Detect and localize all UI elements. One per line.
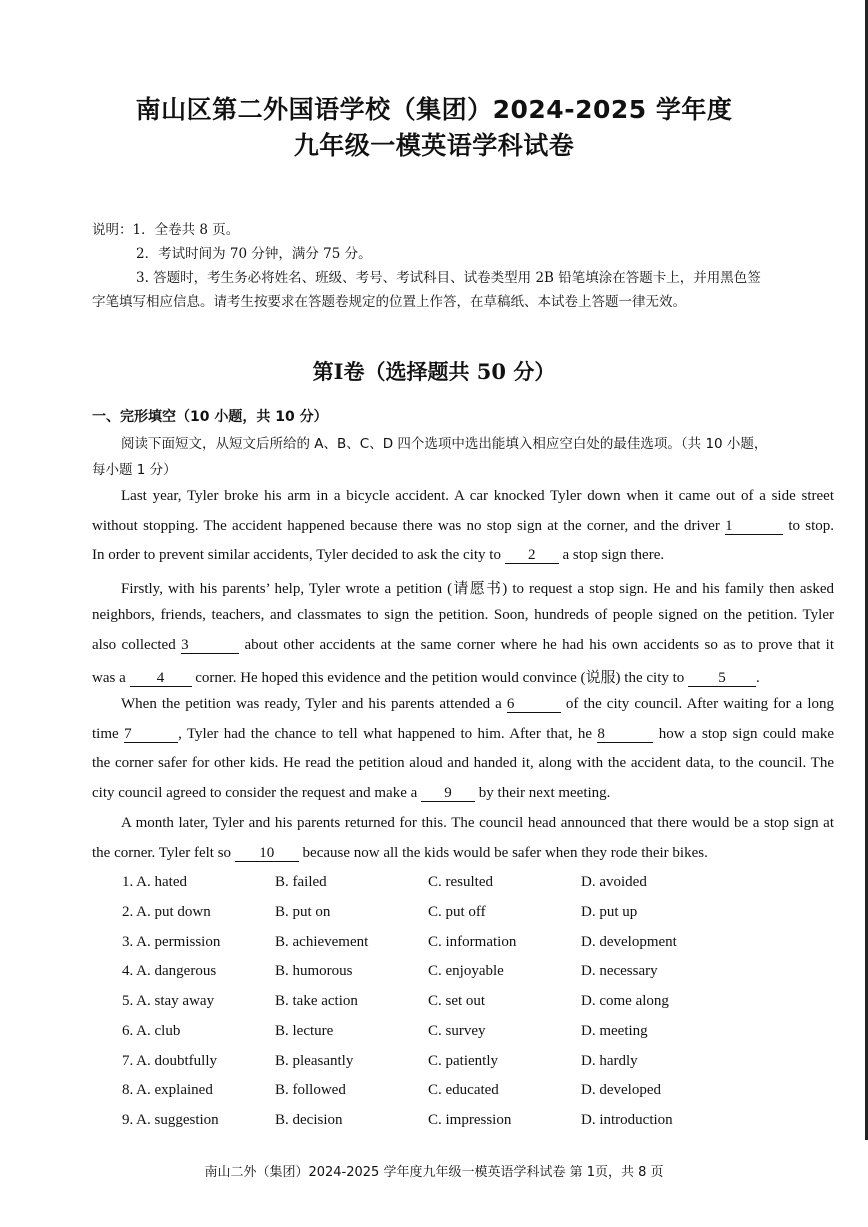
note-3: 3. 答题时，考生务必将姓名、班级、考号、考试科目、试卷类型用 2B 铅笔填涂在答题卡上，并用黑色签 [136,270,761,286]
blank-8: 8 [597,726,653,743]
part-title: 一、完形填空（10 小题，共 10 分） [92,409,328,425]
option-6c: C. survey [428,1023,486,1039]
option-9a: 9. A. suggestion [122,1112,219,1128]
passage-text: was a [92,670,126,686]
passage-line: the corner safer for other kids. He read the petition aloud and handed it, along with the accident data, to the council. The [92,755,834,771]
passage-line: A month later, Tyler and his parents returned for this. The council head announced that there would be a stop sign at [121,815,834,831]
passage-text: In order to prevent similar accidents, Tyler decided to ask the city to [92,547,501,563]
option-8a: 8. A. explained [122,1082,213,1098]
option-4c: C. enjoyable [428,963,504,979]
passage-line [92,547,834,564]
blank-6: 6 [507,696,561,713]
blank-3: 3 [181,637,239,654]
passage-line [92,726,834,743]
passage-text: to stop. [788,518,834,534]
page-footer: 南山二外（集团）2024-2025 学年度九年级一模英语学科试卷 第 1页，共 8 页 [204,1165,664,1180]
passage-text: about other accidents at the same corner where he had his own accidents so as to prove that it [244,637,835,653]
option-3d: D. development [581,934,677,950]
passage-text: city council agreed to consider the request and make a [92,785,418,801]
instruction-line-1: 阅读下面短文，从短文后所给的 A、B、C、D 四个选项中选出能填入相应空白处的最佳选项。（共 10 小题， [121,436,768,452]
blank-10: 10 [235,845,299,862]
passage-text: corner. He hoped this evidence and the petition would convince (说服) the city to [195,670,685,686]
blank-5: 5 [688,670,756,687]
option-6b: B. lecture [275,1023,334,1039]
passage-text: how a stop sign could make [658,726,835,742]
section-title: 第Ⅰ卷（选择题共 50 分） [312,359,556,384]
option-8b: B. followed [275,1082,346,1098]
option-7a: 7. A. doubtfully [122,1053,218,1069]
note-2: 2．考试时间为 70 分钟，满分 75 分。 [136,246,372,262]
blank-7: 7 [124,726,178,743]
option-2d: D. put up [581,904,638,920]
passage-text: because now all the kids would be safer when they rode their bikes. [302,845,708,861]
option-7c: C. patiently [428,1053,498,1069]
passage-text: a stop sign there. [562,547,665,563]
passage-line [92,785,834,802]
exam-title-line2: 九年级一模英语学科试卷 [293,131,575,160]
passage-line [92,637,834,654]
option-4a: 4. A. dangerous [122,963,217,979]
passage-text: of the city council. After waiting for a long [565,696,835,712]
blank-9: 9 [421,785,475,802]
passage-text: time [92,726,119,742]
option-3c: C. information [428,934,517,950]
option-6a: 6. A. club [122,1023,181,1039]
option-1d: D. avoided [581,874,647,890]
exam-title-line1: 南山区第二外国语学校（集团）2024-2025 学年度 [135,95,733,124]
passage-line: Last year, Tyler broke his arm in a bicycle accident. A car knocked Tyler down when it came out of a side street [121,488,834,504]
option-8c: C. educated [428,1082,499,1098]
option-9c: C. impression [428,1112,512,1128]
option-1b: B. failed [275,874,327,890]
option-5c: C. set out [428,993,486,1009]
instruction-line-2: 每小题 1 分） [92,462,177,478]
passage-line [92,696,834,713]
passage-text: without stopping. The accident happened because there was no stop sign at the corner, and the driver [92,518,720,534]
blank-2: 2 [505,547,559,564]
passage-line [92,666,834,687]
passage-line: Firstly, with his parents’ help, Tyler wrote a petition (请愿书) to request a stop sign. He and his family then asked [121,581,834,597]
option-2b: B. put on [275,904,331,920]
note-4: 字笔填写相应信息。请考生按要求在答题卷规定的位置上作答，在草稿纸、本试卷上答题一律无效。 [92,294,686,310]
option-7b: B. pleasantly [275,1053,354,1069]
passage-line [92,845,834,862]
option-2a: 2. A. put down [122,904,211,920]
passage-text: When the petition was ready, Tyler and his parents attended a [121,696,502,712]
passage-text: . [756,670,760,686]
passage-line [92,518,834,535]
option-3a: 3. A. permission [122,934,221,950]
option-1a: 1. A. hated [122,874,187,890]
passage-text: the corner. Tyler felt so [92,845,232,861]
passage-text: by their next meeting. [478,785,611,801]
option-7d: D. hardly [581,1053,638,1069]
option-5d: D. come along [581,993,669,1009]
option-6d: D. meeting [581,1023,648,1039]
option-3b: B. achievement [275,934,369,950]
option-4b: B. humorous [275,963,353,979]
passage-line: neighbors, friends, teachers, and classmates to sign the petition. Soon, hundreds of people signed on the petition. Tyler [92,607,834,623]
blank-1: 1 [725,518,783,535]
option-5a: 5. A. stay away [122,993,215,1009]
option-8d: D. developed [581,1082,661,1098]
option-9b: B. decision [275,1112,343,1128]
option-5b: B. take action [275,993,358,1009]
passage-text: also collected [92,637,176,653]
option-2c: C. put off [428,904,486,920]
note-1: 说明：1．全卷共 8 页。 [92,222,240,238]
passage-text: , Tyler had the chance to tell what happened to him. After that, he [178,726,593,742]
blank-4: 4 [130,670,192,687]
option-4d: D. necessary [581,963,658,979]
option-9d: D. introduction [581,1112,673,1128]
option-1c: C. resulted [428,874,493,890]
